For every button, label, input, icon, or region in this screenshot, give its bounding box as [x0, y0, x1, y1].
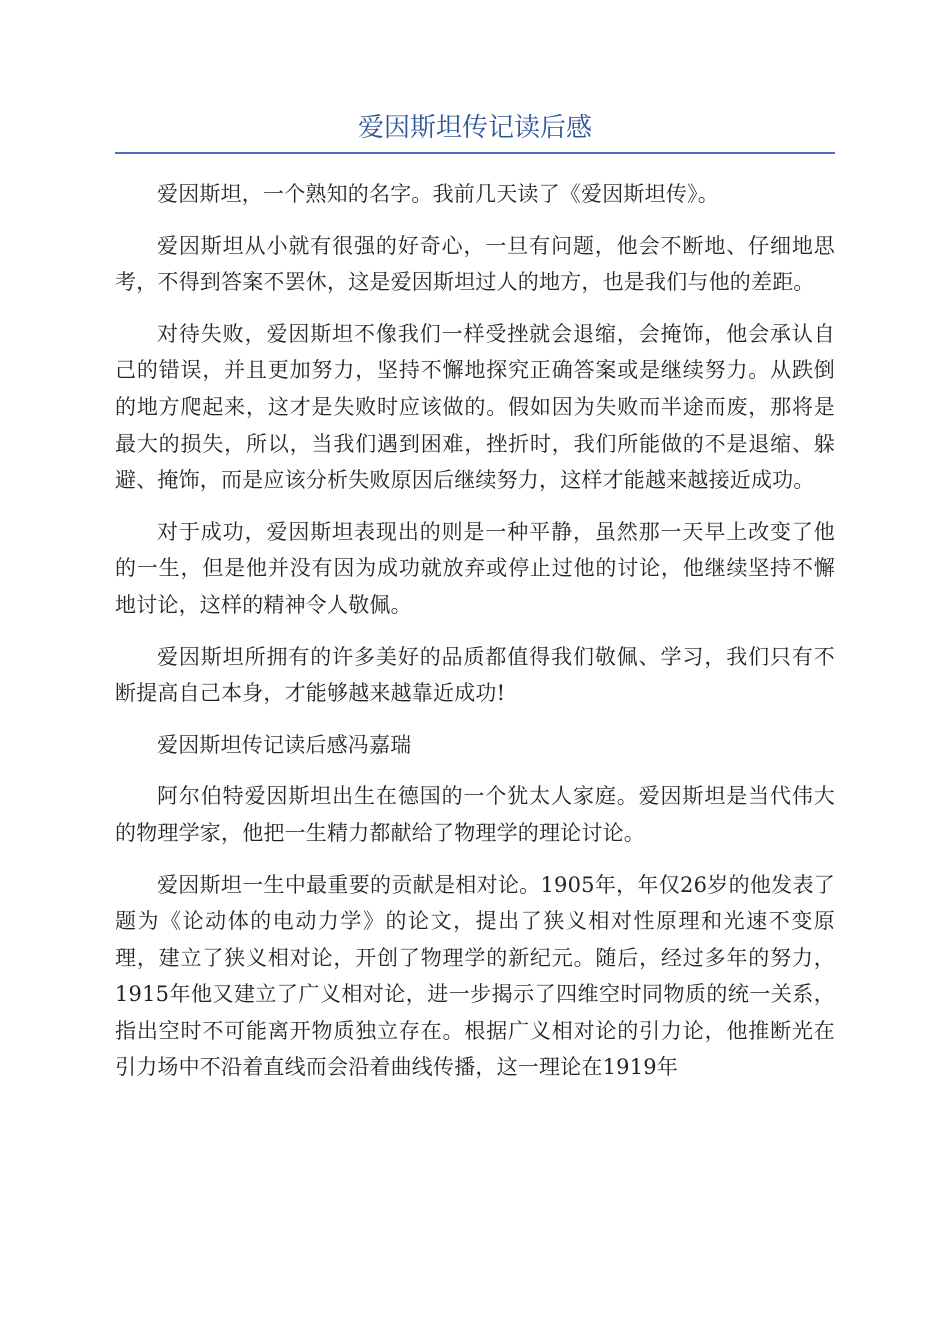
section-heading: 爱因斯坦传记读后感冯嘉瑞 [157, 732, 412, 757]
paragraph: 对于成功，爱因斯坦表现出的则是一种平静，虽然那一天早上改变了他的一生，但是他并没有因为成功就放弃或停止过他的讨论，他继续坚持不懈地讨论，这样的精神令人敬佩。 [115, 519, 835, 617]
paragraph: 阿尔伯特爱因斯坦出生在德国的一个犹太人家庭。爱因斯坦是当代伟大的物理学家，他把一生精力都献给了物理学的理论讨论。 [115, 784, 835, 845]
document-page [115, 108, 835, 1101]
paragraph: 对待失败，爱因斯坦不像我们一样受挫就会退缩，会掩饰，他会承认自己的错误，并且更加努力，坚持不懈地探究正确答案或是继续努力。从跌倒的地方爬起来，这才是失败时应该做的。假如因为失败而半途而废，那将是最大的损失，所以，当我们遇到困难，挫折时，我们所能做的不是退缩、躲避、掩饰，而是应该分析失败原因后继续努力，这样才能越来越接近成功。 [115, 321, 835, 493]
paragraph: 爱因斯坦，一个熟知的名字。我前几天读了《爱因斯坦传》。 [157, 182, 719, 206]
title-underline [115, 152, 835, 154]
paragraph: 爱因斯坦所拥有的许多美好的品质都值得我们敬佩、学习，我们只有不断提高自己本身，才能够越来越靠近成功! [115, 644, 835, 706]
paragraph: 爱因斯坦从小就有很强的好奇心，一旦有问题，他会不断地、仔细地思考，不得到答案不罢休，这是爱因斯坦过人的地方，也是我们与他的差距。 [115, 233, 835, 295]
paragraph: 爱因斯坦一生中最重要的贡献是相对论。1905年，年仅26岁的他发表了题为《论动体的电动力学》的论文，提出了狭义相对性原理和光速不变原理，建立了狭义相对论，开创了物理学的新纪元。随后，经过多年的努力，1915年他又建立了广义相对论，进一步揭示了四维空时同物质的统一关系，指出空时不可能离开物质独立存在。根据广义相对论的引力论，他推断光在引力场中不沿着直线而会沿着曲线传播，这一理论在1919年 [115, 872, 835, 1080]
document-title: 爱因斯坦传记读后感 [357, 113, 592, 143]
